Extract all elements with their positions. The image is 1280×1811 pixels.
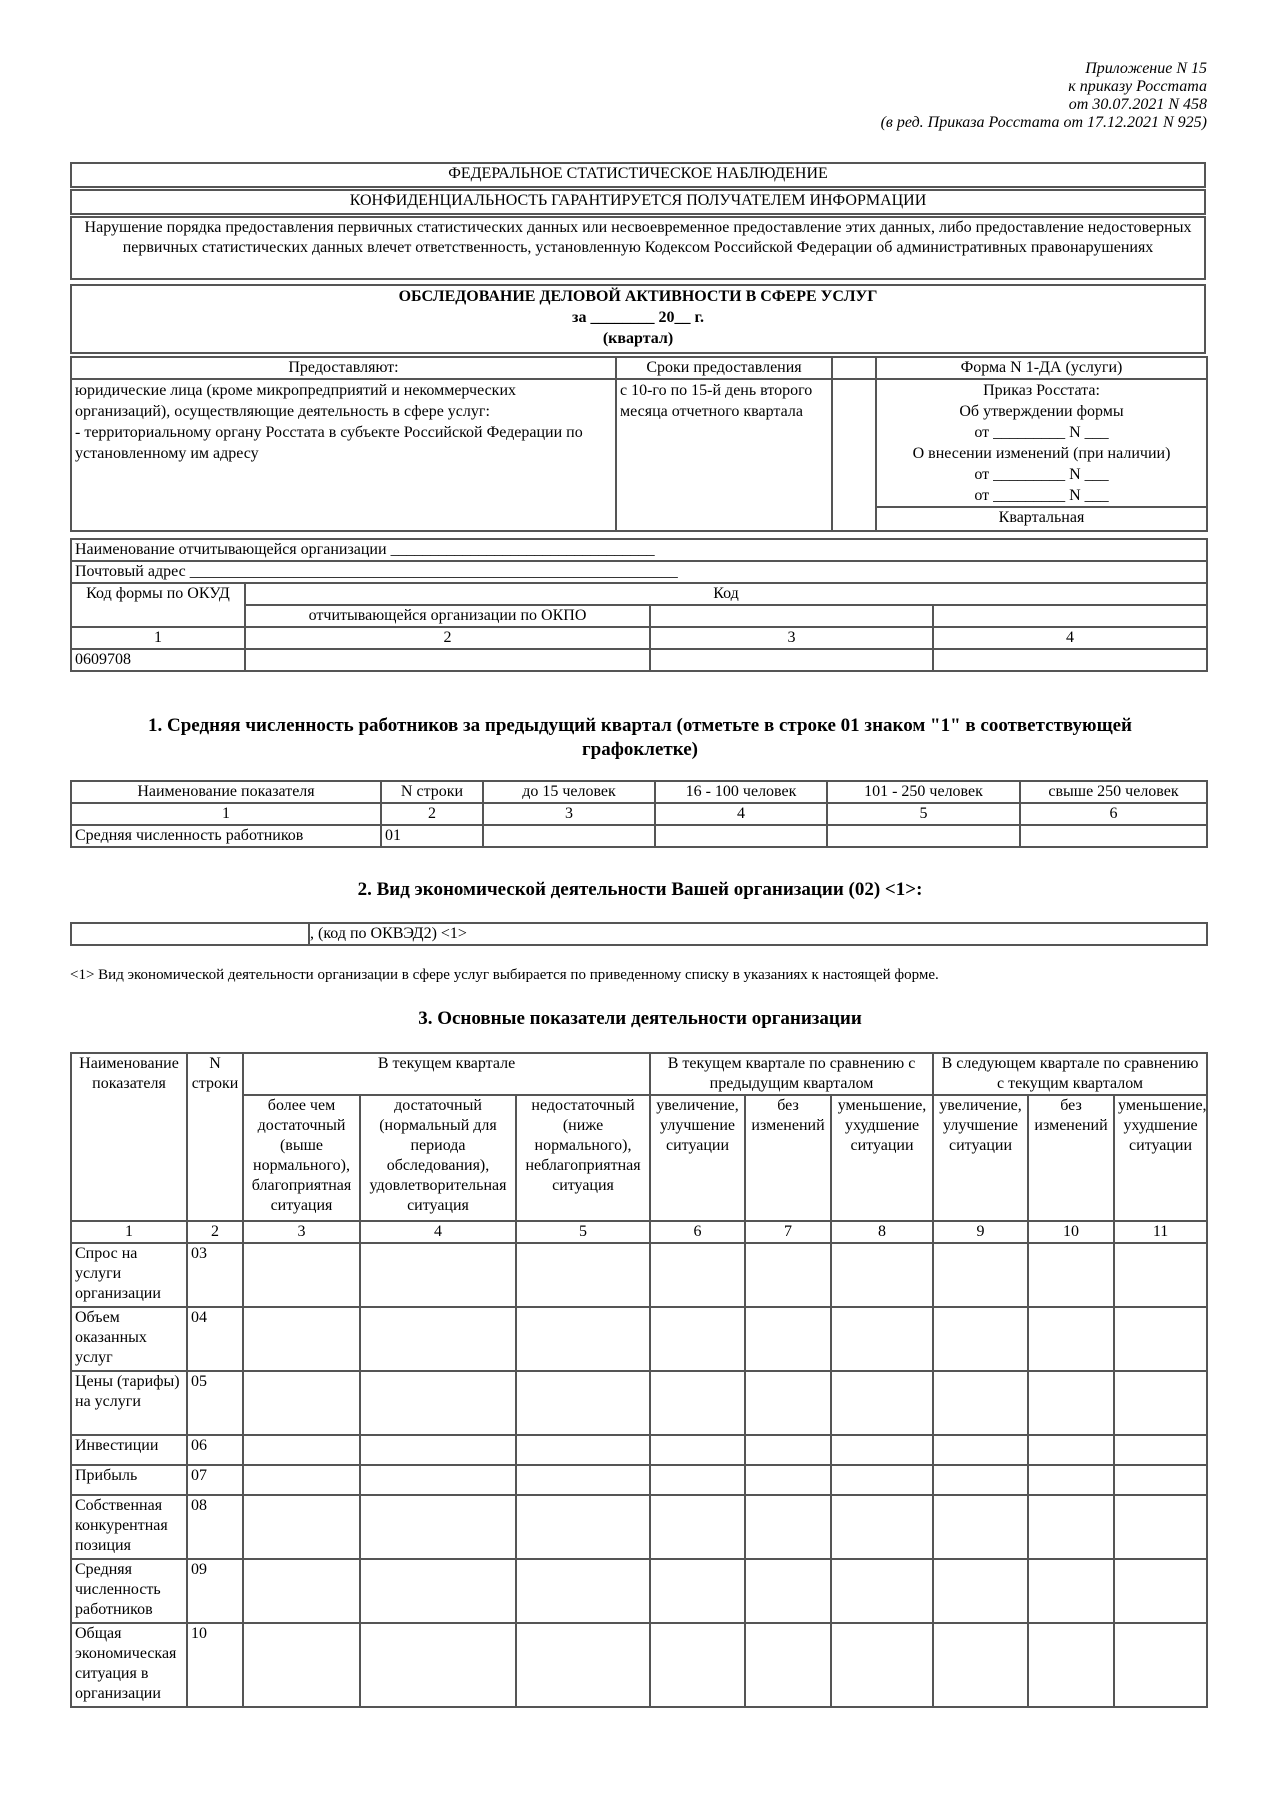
s3-input[interactable] <box>831 1559 933 1623</box>
section3-title: 3. Основные показатели деятельности организации <box>418 1008 862 1029</box>
okved-table <box>70 922 1208 946</box>
deadline-header: Сроки предоставления <box>616 357 832 379</box>
s3-input[interactable] <box>745 1243 831 1307</box>
okpo-label: отчитывающейся организации по ОКПО <box>245 605 650 627</box>
s3-input[interactable] <box>745 1307 831 1371</box>
s3-sub-header: без изменений <box>745 1095 831 1221</box>
s3-input[interactable] <box>1114 1435 1207 1465</box>
s3-input[interactable] <box>516 1371 650 1435</box>
s3-input[interactable] <box>1114 1243 1207 1307</box>
s3-input[interactable] <box>831 1495 933 1559</box>
s3-row-code: 03 <box>187 1243 243 1307</box>
s3-input[interactable] <box>243 1559 360 1623</box>
footnote: <1> Вид экономической деятельности организации в сфере услуг выбирается по приведенному списку в указаниях к настоящей форме. <box>70 967 939 983</box>
col-num: 11 <box>1114 1221 1207 1243</box>
order-line: от _________ N ___ <box>974 487 1109 504</box>
s3-input[interactable] <box>650 1243 745 1307</box>
s3-input[interactable] <box>650 1495 745 1559</box>
s3-input[interactable] <box>933 1371 1028 1435</box>
empty-cell <box>832 379 876 531</box>
s3-sub-header: более чем достаточный (выше нормального), благоприятная ситуация <box>243 1095 360 1221</box>
s1-input[interactable] <box>483 825 655 847</box>
section3-table <box>70 1052 1208 1708</box>
s3-input[interactable] <box>1028 1243 1114 1307</box>
s3-input[interactable] <box>1028 1371 1114 1435</box>
s3-input[interactable] <box>516 1495 650 1559</box>
empty-cell <box>933 605 1207 627</box>
s3-row-label: Инвестиции <box>71 1435 187 1465</box>
org-name-input[interactable]: _________________________________ <box>390 541 655 558</box>
s3-group-header: В текущем квартале <box>243 1053 650 1095</box>
s3-input[interactable] <box>1028 1495 1114 1559</box>
col-num: 6 <box>1020 803 1207 825</box>
s3-input[interactable] <box>1114 1465 1207 1495</box>
s3-input[interactable] <box>1028 1559 1114 1623</box>
col-num: 6 <box>650 1221 745 1243</box>
s3-input[interactable] <box>831 1435 933 1465</box>
s3-input[interactable] <box>1028 1307 1114 1371</box>
address-label: Почтовый адрес <box>75 563 186 580</box>
s3-input[interactable] <box>745 1465 831 1495</box>
s3-input[interactable] <box>933 1495 1028 1559</box>
federal-observation: ФЕДЕРАЛЬНОЕ СТАТИСТИЧЕСКОЕ НАБЛЮДЕНИЕ <box>71 163 1205 187</box>
s3-input[interactable] <box>831 1623 933 1707</box>
s3-input[interactable] <box>360 1243 516 1307</box>
okpo-input[interactable] <box>245 649 650 671</box>
col-num: 2 <box>187 1221 243 1243</box>
period-prefix: за <box>572 309 587 326</box>
order-line: от _________ N ___ <box>974 466 1109 483</box>
col-num: 2 <box>381 803 483 825</box>
s1-header: 101 - 250 человек <box>827 781 1020 803</box>
s1-input[interactable] <box>827 825 1020 847</box>
s3-input[interactable] <box>516 1243 650 1307</box>
s3-input[interactable] <box>1028 1465 1114 1495</box>
col-num: 3 <box>650 627 933 649</box>
s3-input[interactable] <box>1114 1559 1207 1623</box>
title-block <box>70 284 1206 354</box>
s3-input[interactable] <box>1028 1435 1114 1465</box>
s3-input[interactable] <box>1028 1623 1114 1707</box>
s1-row-code: 01 <box>381 825 483 847</box>
s3-input[interactable] <box>650 1559 745 1623</box>
s1-input[interactable] <box>1020 825 1207 847</box>
s3-input[interactable] <box>1114 1371 1207 1435</box>
s3-row-code: 05 <box>187 1371 243 1435</box>
section1-table <box>70 780 1208 848</box>
s3-input[interactable] <box>516 1307 650 1371</box>
s3-row-label: Собственная конкурентная позиция <box>71 1495 187 1559</box>
s3-sub-header: недостаточный (ниже нормального), неблагоприятная ситуация <box>516 1095 650 1221</box>
s1-input[interactable] <box>655 825 827 847</box>
s3-input[interactable] <box>745 1371 831 1435</box>
address-row <box>71 561 1207 583</box>
s3-input[interactable] <box>831 1307 933 1371</box>
period-label: (квартал) <box>602 330 674 347</box>
s3-input[interactable] <box>360 1465 516 1495</box>
s3-row-code: 09 <box>187 1559 243 1623</box>
code-input[interactable] <box>933 649 1207 671</box>
empty-cell <box>650 605 933 627</box>
survey-title: ОБСЛЕДОВАНИЕ ДЕЛОВОЙ АКТИВНОСТИ В СФЕРЕ УСЛУГ <box>398 288 878 305</box>
s3-input[interactable] <box>516 1465 650 1495</box>
col-num: 4 <box>933 627 1207 649</box>
s3-row-label: Объем оказанных услуг <box>71 1307 187 1371</box>
warning-block <box>70 216 1206 280</box>
s3-group-header: В следующем квартале по сравнению с текущим кварталом <box>933 1053 1207 1095</box>
s3-sub-header: без изменений <box>1028 1095 1114 1221</box>
empty-cell <box>832 357 876 379</box>
s1-header: до 15 человек <box>483 781 655 803</box>
okud-code: 0609708 <box>71 649 245 671</box>
s3-input[interactable] <box>831 1465 933 1495</box>
s3-input[interactable] <box>243 1495 360 1559</box>
s3-input[interactable] <box>745 1435 831 1465</box>
s3-row-label: Цены (тарифы) на услуги <box>71 1371 187 1435</box>
appendix-line: (в ред. Приказа Росстата от 17.12.2021 N 925) <box>880 114 1207 131</box>
s3-input[interactable] <box>650 1435 745 1465</box>
appendix-note <box>881 60 1207 132</box>
s3-input[interactable] <box>933 1307 1028 1371</box>
order-line: О внесении изменений (при наличии) <box>912 445 1171 462</box>
s3-header-name: Наименование показателя <box>71 1053 187 1221</box>
order-line: от _________ N ___ <box>974 424 1109 441</box>
org-name-row <box>71 539 1207 561</box>
form-header <box>70 162 1206 188</box>
col-num: 8 <box>831 1221 933 1243</box>
col-num: 4 <box>655 803 827 825</box>
order-info <box>876 379 1207 507</box>
s3-input[interactable] <box>933 1435 1028 1465</box>
s3-input[interactable] <box>831 1243 933 1307</box>
s3-row-label: Средняя численность работников <box>71 1559 187 1623</box>
s3-sub-header: уменьшение, ухудшение ситуации <box>1114 1095 1207 1221</box>
form-number: Форма N 1-ДА (услуги) <box>876 357 1207 379</box>
col-num: 9 <box>933 1221 1028 1243</box>
col-num: 1 <box>71 1221 187 1243</box>
org-table <box>70 538 1208 672</box>
col-num: 2 <box>245 627 650 649</box>
s3-row-code: 10 <box>187 1623 243 1707</box>
s3-row-label: Спрос на услуги организации <box>71 1243 187 1307</box>
appendix-line: от 30.07.2021 N 458 <box>1068 96 1207 113</box>
col-num: 1 <box>71 803 381 825</box>
s3-input[interactable] <box>1114 1623 1207 1707</box>
s3-input[interactable] <box>650 1371 745 1435</box>
s3-sub-header: уменьшение, ухудшение ситуации <box>831 1095 933 1221</box>
submission-table <box>70 356 1208 532</box>
s3-input[interactable] <box>243 1435 360 1465</box>
order-line: Об утверждении формы <box>959 403 1124 420</box>
s1-header: N строки <box>381 781 483 803</box>
address-input[interactable]: _____________________________________________________________ <box>189 563 678 580</box>
okved-input[interactable] <box>71 923 309 945</box>
appendix-line: Приложение N 15 <box>1085 60 1207 77</box>
s3-input[interactable] <box>243 1243 360 1307</box>
s3-input[interactable] <box>933 1465 1028 1495</box>
s3-input[interactable] <box>243 1623 360 1707</box>
deadline-text: с 10-го по 15-й день второго месяца отчетного квартала <box>616 379 832 531</box>
period-line <box>75 307 1201 328</box>
s3-input[interactable] <box>650 1465 745 1495</box>
s3-sub-header: увеличение, улучшение ситуации <box>650 1095 745 1221</box>
s3-row-code: 07 <box>187 1465 243 1495</box>
s3-input[interactable] <box>1114 1495 1207 1559</box>
period-year[interactable]: 20__ г. <box>658 309 704 326</box>
s3-row-code: 06 <box>187 1435 243 1465</box>
appendix-line: к приказу Росстата <box>1068 78 1207 95</box>
s3-input[interactable] <box>831 1371 933 1435</box>
col-num: 5 <box>827 803 1020 825</box>
s3-input[interactable] <box>745 1559 831 1623</box>
okud-label: Код формы по ОКУД <box>71 583 245 627</box>
s3-input[interactable] <box>360 1559 516 1623</box>
s3-input[interactable] <box>745 1623 831 1707</box>
s3-input[interactable] <box>360 1435 516 1465</box>
s3-input[interactable] <box>243 1307 360 1371</box>
col-num: 3 <box>243 1221 360 1243</box>
s3-row-code: 04 <box>187 1307 243 1371</box>
s3-row-code: 08 <box>187 1495 243 1559</box>
s3-input[interactable] <box>650 1623 745 1707</box>
s3-row-label: Общая экономическая ситуация в организации <box>71 1623 187 1707</box>
period-blank[interactable]: ________ <box>590 309 655 326</box>
s1-header: свыше 250 человек <box>1020 781 1207 803</box>
s3-input[interactable] <box>933 1623 1028 1707</box>
col-num: 4 <box>360 1221 516 1243</box>
code-label: Код <box>245 583 1207 605</box>
confidential-text: КОНФИДЕНЦИАЛЬНОСТЬ ГАРАНТИРУЕТСЯ ПОЛУЧАТЕЛЕМ ИНФОРМАЦИИ <box>71 190 1205 214</box>
order-line: Приказ Росстата: <box>983 382 1100 399</box>
section2-title: 2. Вид экономической деятельности Вашей организации (02) <1>: <box>357 879 923 900</box>
col-num: 5 <box>516 1221 650 1243</box>
section1-title: 1. Средняя численность работников за предыдущий квартал (отметьте в строке 01 знаком "1" в соответствующей графоклетке) <box>147 715 1132 760</box>
col-num: 1 <box>71 627 245 649</box>
org-name-label: Наименование отчитывающейся организации <box>75 541 387 558</box>
s3-sub-header: увеличение, улучшение ситуации <box>933 1095 1028 1221</box>
s3-input[interactable] <box>360 1371 516 1435</box>
submitters-text: юридические лица (кроме микропредприятий и некоммерческих организаций), осуществляющие деятельность в сфере услуг: - территориальному органу Росстата в субъекте Российской Федерации по установленному им адресу <box>71 379 616 531</box>
s1-header: 16 - 100 человек <box>655 781 827 803</box>
s3-input[interactable] <box>516 1623 650 1707</box>
s3-input[interactable] <box>1114 1307 1207 1371</box>
warning-text: Нарушение порядка предоставления первичных статистических данных или несвоевременное предоставление этих данных, либо предоставление недостоверных первичных статистических данных влечет ответственность, установленную Кодексом Российской Федерации об административных правонарушениях <box>71 217 1205 279</box>
s3-input[interactable] <box>650 1307 745 1371</box>
s3-row-label: Прибыль <box>71 1465 187 1495</box>
s3-input[interactable] <box>360 1495 516 1559</box>
s3-group-header: В текущем квартале по сравнению с предыдущим кварталом <box>650 1053 933 1095</box>
s3-input[interactable] <box>516 1559 650 1623</box>
submitters-header: Предоставляют: <box>71 357 616 379</box>
col-num: 7 <box>745 1221 831 1243</box>
col-num: 10 <box>1028 1221 1114 1243</box>
confidential-block <box>70 189 1206 215</box>
s3-input[interactable] <box>360 1307 516 1371</box>
s3-input[interactable] <box>243 1371 360 1435</box>
s1-header: Наименование показателя <box>71 781 381 803</box>
col-num: 3 <box>483 803 655 825</box>
s1-row-label: Средняя численность работников <box>71 825 381 847</box>
code-input[interactable] <box>650 649 933 671</box>
s3-input[interactable] <box>516 1435 650 1465</box>
s3-sub-header: достаточный (нормальный для периода обследования), удовлетворительная ситуация <box>360 1095 516 1221</box>
periodicity: Квартальная <box>876 507 1207 531</box>
s3-input[interactable] <box>933 1243 1028 1307</box>
s3-header-code: N строки <box>187 1053 243 1221</box>
okved-label: , (код по ОКВЭД2) <1> <box>309 923 1207 945</box>
s3-input[interactable] <box>360 1623 516 1707</box>
s3-input[interactable] <box>933 1559 1028 1623</box>
s3-input[interactable] <box>243 1465 360 1495</box>
s3-input[interactable] <box>745 1495 831 1559</box>
